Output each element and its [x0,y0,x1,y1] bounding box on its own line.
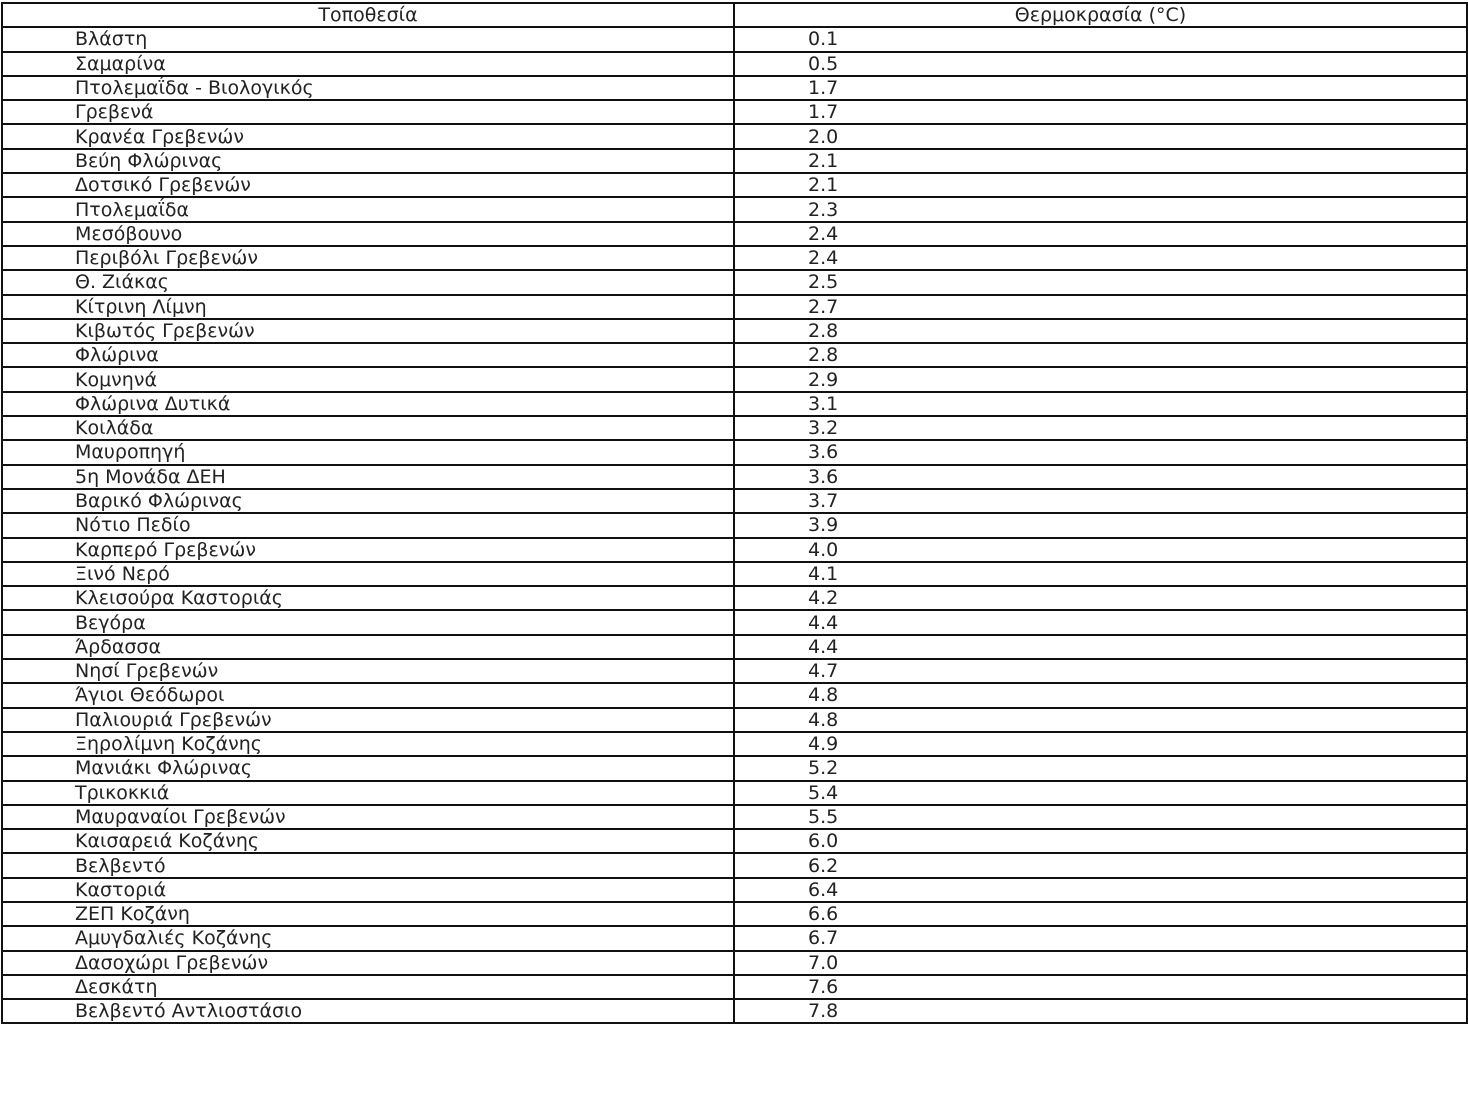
cell-location: Βαρικό Φλώρινας [2,489,734,513]
table-row [2,319,1467,343]
cell-location: Σαμαρίνα [2,52,734,76]
cell-temperature: 7.6 [734,975,1467,999]
cell-location: Αμυγδαλιές Κοζάνης [2,926,734,950]
table-row [2,975,1467,999]
cell-temperature: 3.6 [734,465,1467,489]
table-row [2,465,1467,489]
cell-temperature: 2.4 [734,246,1467,270]
cell-temperature: 2.0 [734,124,1467,148]
table-row [2,756,1467,780]
cell-temperature: 1.7 [734,100,1467,124]
cell-temperature: 5.2 [734,756,1467,780]
table-row [2,829,1467,853]
cell-temperature: 7.0 [734,951,1467,975]
cell-location: Κλεισούρα Καστοριάς [2,586,734,610]
cell-temperature: 4.8 [734,683,1467,707]
cell-location: ΖΕΠ Κοζάνη [2,902,734,926]
table-row [2,999,1467,1023]
cell-location: Μεσόβουνο [2,222,734,246]
cell-location: Καστοριά [2,878,734,902]
table-row [2,562,1467,586]
cell-temperature: 2.8 [734,319,1467,343]
table-row [2,392,1467,416]
cell-temperature: 2.5 [734,270,1467,294]
cell-location: Ξινό Νερό [2,562,734,586]
cell-temperature: 2.9 [734,367,1467,391]
table-row [2,538,1467,562]
table-row [2,416,1467,440]
table-row [2,440,1467,464]
table-row [2,805,1467,829]
cell-temperature: 4.0 [734,538,1467,562]
cell-location: Μαυραναίοι Γρεβενών [2,805,734,829]
header-row [2,3,1467,27]
cell-temperature: 6.2 [734,853,1467,877]
temperature-table [1,2,1468,1024]
table-row [2,197,1467,221]
table-row [2,173,1467,197]
column-header-temperature: Θερμοκρασία (°C) [734,3,1467,27]
table-row [2,270,1467,294]
cell-location: Δεσκάτη [2,975,734,999]
cell-temperature: 3.2 [734,416,1467,440]
cell-location: Βεγόρα [2,610,734,634]
table-row [2,343,1467,367]
table-row [2,100,1467,124]
table-row [2,222,1467,246]
cell-location: Καισαρειά Κοζάνης [2,829,734,853]
table-row [2,124,1467,148]
cell-location: Άγιοι Θεόδωροι [2,683,734,707]
table-body [2,27,1467,1023]
cell-location: Βεύη Φλώρινας [2,149,734,173]
cell-location: Βελβεντό [2,853,734,877]
cell-temperature: 7.8 [734,999,1467,1023]
cell-location: Βλάστη [2,27,734,51]
cell-temperature: 6.0 [734,829,1467,853]
table-row [2,659,1467,683]
temperature-table-container [1,2,1466,1024]
cell-temperature: 0.1 [734,27,1467,51]
cell-temperature: 3.1 [734,392,1467,416]
cell-temperature: 6.4 [734,878,1467,902]
cell-location: Δοτσικό Γρεβενών [2,173,734,197]
cell-temperature: 5.5 [734,805,1467,829]
cell-location: Παλιουριά Γρεβενών [2,708,734,732]
cell-location: Πτολεμαΐδα [2,197,734,221]
cell-location: 5η Μονάδα ΔΕΗ [2,465,734,489]
table-row [2,149,1467,173]
table-row [2,951,1467,975]
cell-location: Κρανέα Γρεβενών [2,124,734,148]
cell-location: Καρπερό Γρεβενών [2,538,734,562]
cell-location: Κοιλάδα [2,416,734,440]
cell-temperature: 4.8 [734,708,1467,732]
cell-temperature: 5.4 [734,781,1467,805]
cell-location: Κομνηνά [2,367,734,391]
table-row [2,610,1467,634]
table-row [2,878,1467,902]
cell-location: Φλώρινα Δυτικά [2,392,734,416]
table-row [2,781,1467,805]
cell-temperature: 2.1 [734,173,1467,197]
cell-location: Νότιο Πεδίο [2,513,734,537]
cell-location: Πτολεμαΐδα - Βιολογικός [2,76,734,100]
cell-location: Φλώρινα [2,343,734,367]
cell-location: Θ. Ζιάκας [2,270,734,294]
cell-location: Μαυροπηγή [2,440,734,464]
cell-temperature: 4.2 [734,586,1467,610]
cell-temperature: 1.7 [734,76,1467,100]
cell-temperature: 4.7 [734,659,1467,683]
cell-location: Ξηρολίμνη Κοζάνης [2,732,734,756]
cell-location: Δασοχώρι Γρεβενών [2,951,734,975]
table-row [2,635,1467,659]
cell-temperature: 4.4 [734,635,1467,659]
table-row [2,732,1467,756]
cell-location: Τρικοκκιά [2,781,734,805]
cell-location: Μανιάκι Φλώρινας [2,756,734,780]
cell-temperature: 2.3 [734,197,1467,221]
table-row [2,52,1467,76]
cell-temperature: 2.4 [734,222,1467,246]
cell-temperature: 6.6 [734,902,1467,926]
table-row [2,27,1467,51]
cell-temperature: 3.9 [734,513,1467,537]
cell-location: Κιβωτός Γρεβενών [2,319,734,343]
table-row [2,489,1467,513]
cell-temperature: 0.5 [734,52,1467,76]
table-row [2,853,1467,877]
cell-temperature: 3.7 [734,489,1467,513]
table-row [2,513,1467,537]
cell-temperature: 2.1 [734,149,1467,173]
cell-temperature: 4.1 [734,562,1467,586]
cell-temperature: 2.7 [734,295,1467,319]
cell-temperature: 2.8 [734,343,1467,367]
table-row [2,683,1467,707]
cell-location: Νησί Γρεβενών [2,659,734,683]
cell-temperature: 3.6 [734,440,1467,464]
cell-temperature: 4.9 [734,732,1467,756]
cell-temperature: 4.4 [734,610,1467,634]
cell-location: Περιβόλι Γρεβενών [2,246,734,270]
cell-temperature: 6.7 [734,926,1467,950]
table-row [2,926,1467,950]
table-header [2,3,1467,27]
cell-location: Γρεβενά [2,100,734,124]
cell-location: Κίτρινη Λίμνη [2,295,734,319]
column-header-location: Τοποθεσία [2,3,734,27]
table-row [2,708,1467,732]
table-row [2,76,1467,100]
table-row [2,367,1467,391]
table-row [2,295,1467,319]
cell-location: Βελβεντό Αντλιοστάσιο [2,999,734,1023]
table-row [2,902,1467,926]
table-row [2,586,1467,610]
table-row [2,246,1467,270]
cell-location: Άρδασσα [2,635,734,659]
